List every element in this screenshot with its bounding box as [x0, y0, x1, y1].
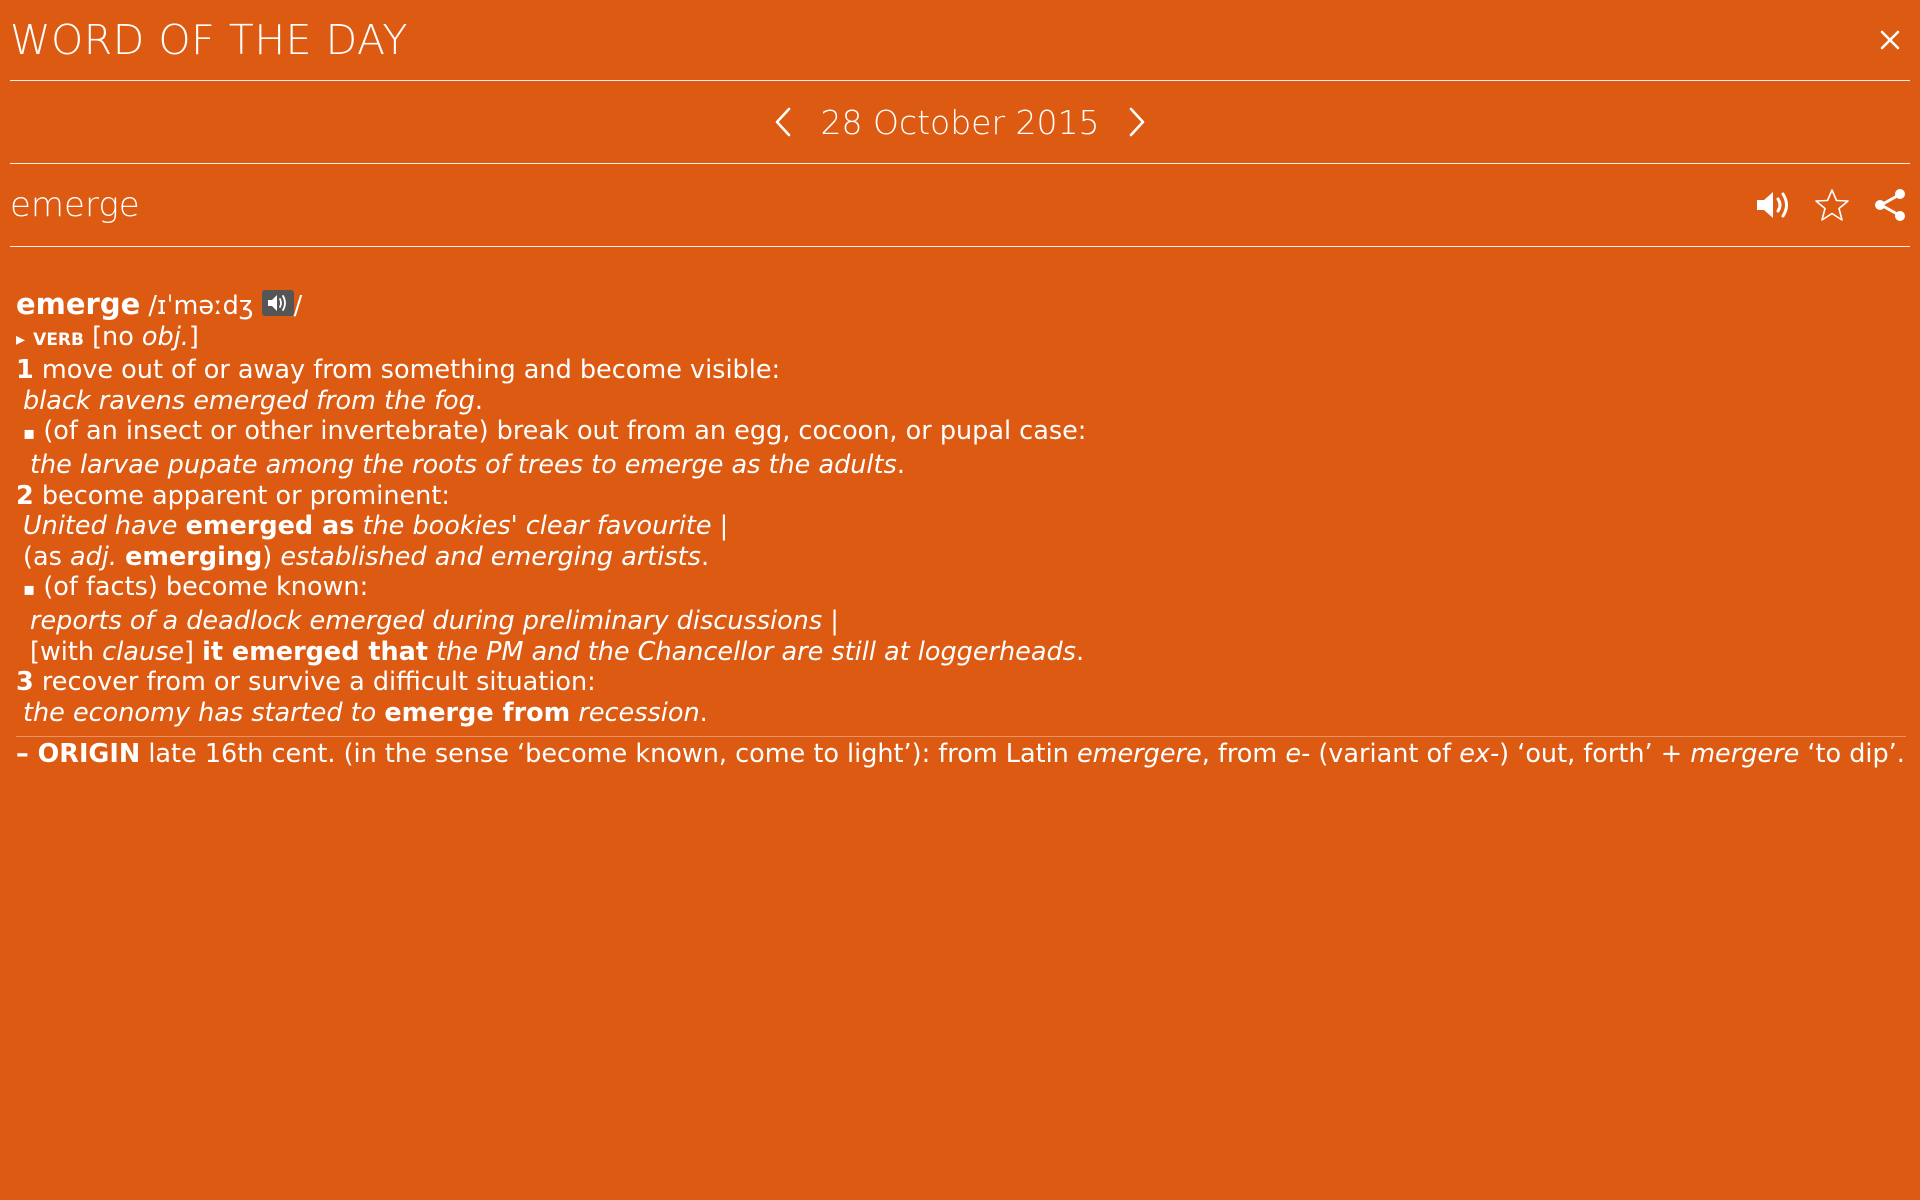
- example-phrase: it emerged that: [202, 636, 429, 667]
- example-separator: |: [719, 511, 729, 542]
- example: [16, 698, 1904, 729]
- example-text: reports of a deadlock emerged during preliminary discussions: [30, 605, 823, 636]
- example-note-close: ]: [184, 636, 194, 667]
- origin-text: ‘to dip’.: [1807, 739, 1905, 770]
- pos-note: [no: [92, 321, 134, 352]
- example-end: .: [896, 449, 905, 480]
- example-end: .: [1075, 636, 1085, 667]
- word-bar: [10, 164, 1910, 247]
- share-icon: [1872, 188, 1908, 222]
- example-text: United have: [23, 511, 178, 542]
- example-end: .: [699, 697, 708, 728]
- date-navigator: [10, 81, 1910, 164]
- chevron-left-icon: [773, 106, 793, 138]
- dictionary-entry: [10, 247, 1910, 770]
- top-bar: [10, 0, 1910, 81]
- previous-day-button[interactable]: [766, 102, 800, 142]
- headword-line: [16, 289, 1904, 322]
- next-day-button[interactable]: [1120, 102, 1154, 142]
- word-heading: emerge: [10, 185, 140, 225]
- part-of-speech-line: [16, 322, 1904, 356]
- subsense: [16, 416, 1904, 450]
- example-text: the larvae pupate among the roots of trees to emerge as the adults: [30, 449, 897, 480]
- sense-2: [16, 481, 1904, 512]
- subsense: [16, 572, 1904, 606]
- sense-3: [16, 667, 1904, 698]
- example-note-close: ): [262, 541, 273, 572]
- chevron-right-icon: [1127, 106, 1147, 138]
- origin-section: [16, 736, 1906, 770]
- pronunciation: /ɪˈməːdʒ: [148, 291, 254, 321]
- example-text: established and emerging artists: [280, 541, 701, 572]
- example: [16, 542, 1904, 573]
- sense-number: 2: [16, 480, 34, 511]
- favorite-button[interactable]: [1812, 185, 1852, 225]
- example-phrase: emerging: [125, 541, 263, 572]
- headword: emerge: [16, 287, 141, 321]
- definition: recover from or survive a difficult situation:: [41, 667, 596, 698]
- subsense-bullet: ▪: [23, 423, 36, 445]
- example-separator: |: [830, 605, 839, 636]
- example-text: black ravens emerged from the fog: [23, 385, 475, 416]
- sense-number: 1: [16, 355, 34, 386]
- example-note-italic: adj.: [69, 541, 117, 572]
- origin-text: ) ‘out, forth’ +: [1499, 739, 1683, 770]
- example-text: the bookies' clear favourite: [362, 511, 712, 542]
- example: [16, 450, 1904, 481]
- example-note-italic: clause: [102, 636, 185, 667]
- example: [16, 637, 1904, 668]
- example: [16, 511, 1904, 542]
- example-phrase: emerge from: [384, 697, 571, 728]
- star-outline-icon: [1814, 188, 1850, 222]
- example-note: [with: [30, 636, 95, 667]
- origin-term: e-: [1285, 739, 1311, 770]
- definition: move out of or away from something and become visible:: [41, 355, 781, 386]
- pos-note-close: ]: [188, 321, 199, 352]
- definition: become apparent or prominent:: [41, 480, 450, 511]
- example: [16, 606, 1904, 637]
- close-button[interactable]: [1870, 20, 1910, 60]
- pronunciation-end: /: [293, 291, 303, 321]
- example: [16, 386, 1904, 417]
- page-title: WORD OF THE DAY: [10, 16, 408, 64]
- example-text: recession: [578, 697, 700, 728]
- origin-label: – ORIGIN: [16, 739, 141, 770]
- example-end: .: [700, 541, 710, 572]
- example-phrase: emerged as: [185, 511, 355, 542]
- speaker-icon: [1755, 189, 1793, 221]
- origin-term: emergere: [1076, 739, 1202, 770]
- origin-term: ex-: [1459, 739, 1500, 770]
- example-end: .: [474, 385, 483, 416]
- subsense-definition: (of facts) become known:: [43, 572, 369, 603]
- sense-number: 3: [16, 667, 34, 698]
- subsense-definition: (of an insect or other invertebrate) break out from an egg, cocoon, or pupal case:: [43, 416, 1087, 447]
- pronunciation-audio-button[interactable]: [262, 290, 294, 316]
- current-date: 28 October 2015: [820, 102, 1100, 142]
- pos-note-italic: obj.: [141, 321, 189, 352]
- subsense-bullet: ▪: [23, 579, 36, 601]
- example-text: the PM and the Chancellor are still at loggerheads: [436, 636, 1076, 667]
- play-audio-button[interactable]: [1754, 185, 1794, 225]
- origin-text: (variant of: [1318, 739, 1452, 770]
- origin-text: , from: [1201, 739, 1278, 770]
- close-icon: [1879, 29, 1901, 51]
- speaker-icon: [267, 293, 289, 313]
- word-actions: [1754, 185, 1910, 225]
- part-of-speech: verb: [33, 322, 84, 351]
- example-note: (as: [23, 541, 62, 572]
- origin-term: mergere: [1690, 739, 1800, 770]
- origin-text: late 16th cent. (in the sense ‘become known, come to light’): from Latin: [148, 739, 1069, 770]
- pos-bullet: ▸: [16, 328, 26, 350]
- example-text: the economy has started to: [23, 697, 377, 728]
- share-button[interactable]: [1870, 185, 1910, 225]
- sense-1: [16, 355, 1904, 386]
